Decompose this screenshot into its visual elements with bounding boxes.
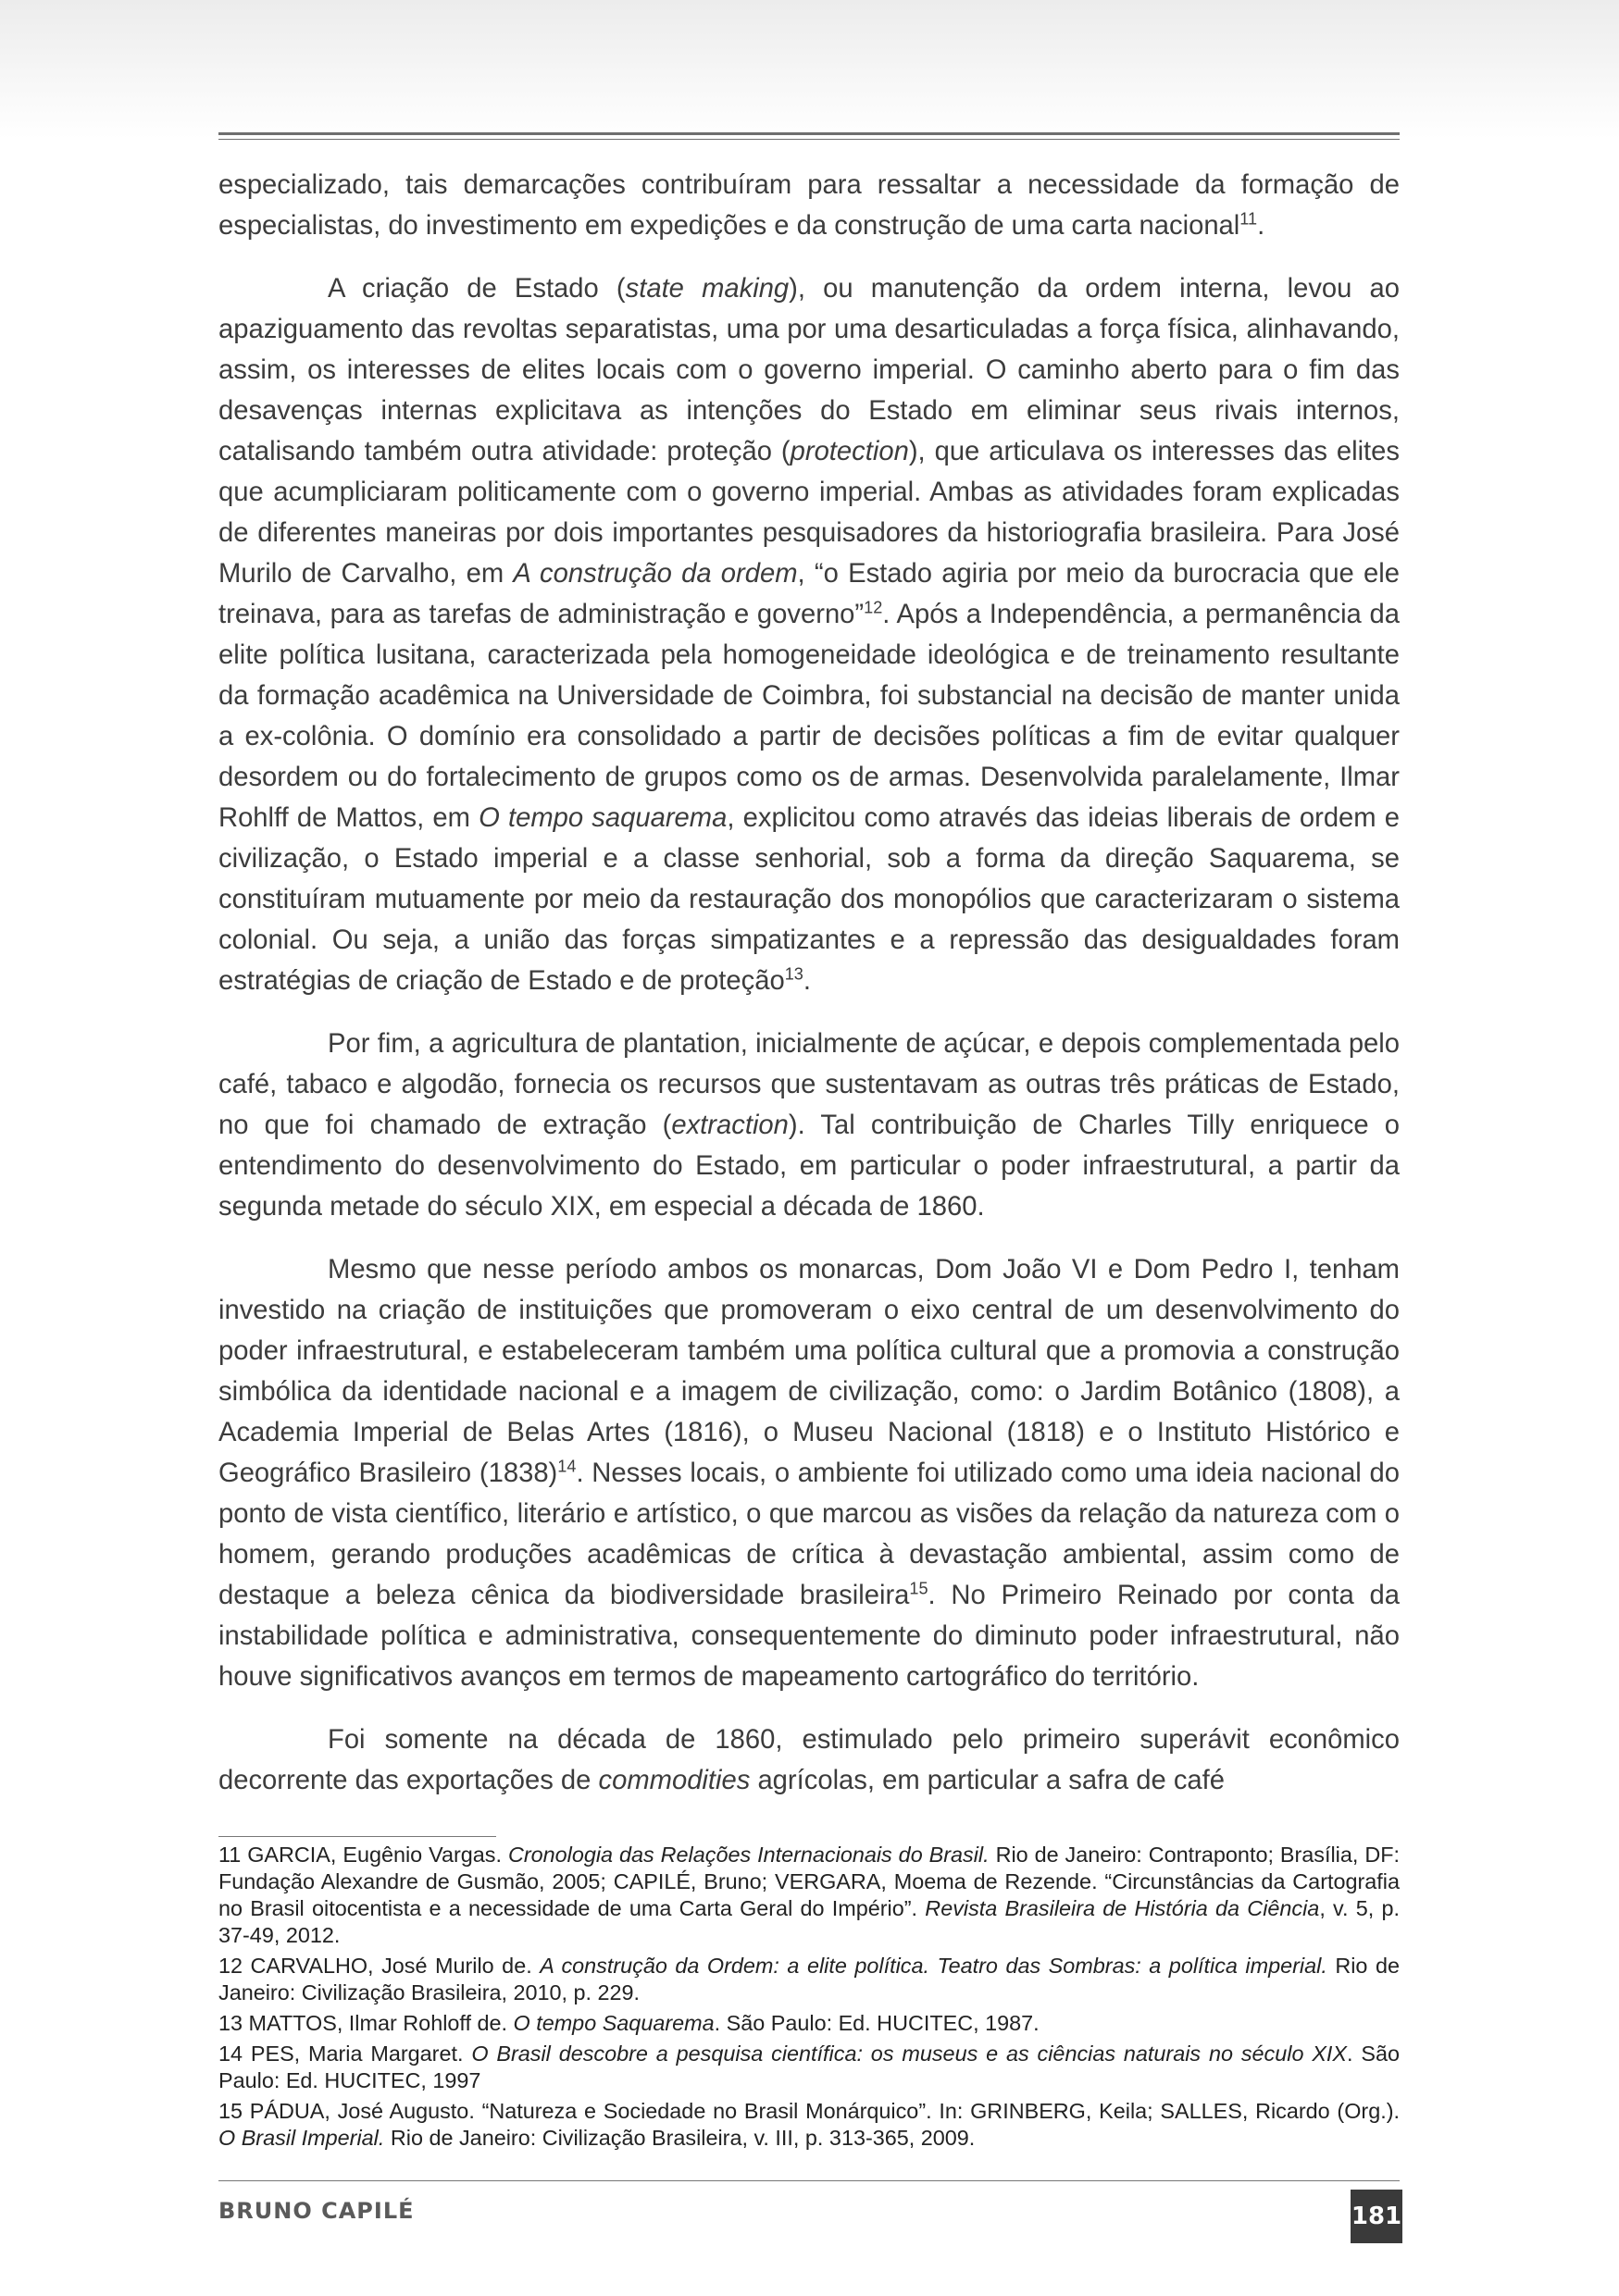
text-run: . Após a Independência, a permanência da elite política lusitana, caracterizada pela homogeneidade ideológica e de treinamento resultante da formação acadêmica na Universidade de Coimbra, foi substancial na decisão de manter unida a ex-colônia. O domínio era consolidado a partir de decisões políticas a fim de evitar qualquer desordem ou do fortalecimento de grupos como os de armas. Desenvolvida paralelamente, Ilmar Rohlff de Mattos, em [218, 600, 1400, 833]
text-run: ), que articulava os interesses das elites que acumpliciaram politicamente com o governo imperial. Ambas as atividades foram explicadas de diferentes maneiras por dois importantes pesquisadores da historiografia brasileira. Para José Murilo de Carvalho, em [218, 437, 1400, 589]
text-run: ). Tal contribuição de Charles Tilly enriquece o entendimento do desenvolvimento do Estado, em particular o poder infraestrutural, a partir da segunda metade do século XIX, em especial a década de 1860. [218, 1111, 1400, 1222]
italic-text: Revista Brasileira de História da Ciência [925, 1896, 1320, 1920]
body-paragraph [218, 1024, 1400, 1227]
page-top-shade [0, 0, 1619, 139]
body-paragraph [218, 268, 1400, 1001]
text-run: Foi somente na década de 1860, estimulado pelo primeiro superávit econômico decorrente das exportações de [218, 1725, 1400, 1795]
text-run: especializado, tais demarcações contribuíram para ressaltar a necessidade da formação de especialistas, do investimento em expedições e da construção de uma carta nacional [218, 170, 1400, 241]
text-run: . No Primeiro Reinado por conta da instabilidade política e administrativa, consequentemente do diminuto poder infraestrutural, não houve significativos avanços em termos de mapeamento cartográfico do território. [218, 1581, 1400, 1692]
text-run: . [803, 966, 811, 996]
text-run: . Nesses locais, o ambiente foi utilizado como uma ideia nacional do ponto de vista científico, literário e artístico, o que marcou as visões da relação da natureza com o homem, gerando produções acadêmicas de crítica à devastação ambiental, assim como de destaque a beleza cênica da biodiversidade brasileira [218, 1458, 1400, 1610]
footnote-reference: 15 [909, 1579, 928, 1598]
italic-text: state making [625, 274, 790, 304]
text-run: . São Paulo: Ed. HUCITEC, 1987. [714, 2011, 1040, 2035]
body-paragraph [218, 1249, 1400, 1697]
text-run: 15 PÁDUA, José Augusto. “Natureza e Sociedade no Brasil Monárquico”. In: GRINBERG, Keila; SALLES, Ricardo (Org.). [218, 2099, 1400, 2123]
footnote-separator [218, 1836, 496, 1837]
text-run: , “o Estado agiria por meio da burocracia que ele treinava, para as tarefas de administração e governo” [218, 559, 1400, 629]
italic-text: extraction [671, 1111, 789, 1140]
italic-text: A construção da Ordem: a elite política. Teatro das Sombras: a política imperial. [540, 1954, 1327, 1978]
footer-rule [218, 2180, 1400, 2181]
footnote-reference: 11 [1239, 209, 1258, 229]
footnote-reference: 13 [784, 964, 803, 984]
text-run: Rio de Janeiro: Civilização Brasileira, 2010, p. 229. [218, 1954, 1400, 2004]
footnotes [218, 1842, 1400, 2155]
footnote [218, 1842, 1400, 1949]
text-run: ), ou manutenção da ordem interna, levou ao apaziguamento das revoltas separatistas, uma por uma desarticuladas a força física, alinhavando, assim, os interesses de elites locais com o governo imperial. O caminho aberto para o fim das desavenças internas explicitava as intenções do Estado em eliminar seus rivais internos, catalisando também outra atividade: proteção ( [218, 274, 1401, 466]
footnote [218, 2041, 1400, 2094]
text-run: Rio de Janeiro: Contraponto; Brasília, DF: Fundação Alexandre de Gusmão, 2005; CAPILÉ, Bruno; VERGARA, Moema de Rezende. “Circunstâncias da Cartografia no Brasil oitocentista e a necessidade de uma Carta Geral do Império”. [218, 1843, 1401, 1920]
italic-text: O tempo saquarema [479, 803, 728, 833]
footnote-reference: 14 [557, 1457, 577, 1476]
text-run: Por fim, a agricultura de plantation, inicialmente de açúcar, e depois complementada pelo café, tabaco e algodão, fornecia os recursos que sustentavam as outras três práticas de Estado, no que foi chamado de extração ( [218, 1029, 1400, 1140]
text-run: Rio de Janeiro: Civilização Brasileira, v. III, p. 313-365, 2009. [384, 2126, 976, 2150]
italic-text: A construção da ordem [513, 559, 798, 589]
italic-text: O tempo Saquarema [513, 2011, 715, 2035]
italic-text: O Brasil descobre a pesquisa científica: os museus e as ciências naturais no século XIX [471, 2042, 1348, 2066]
text-run: agrícolas, em particular a safra de café [750, 1766, 1225, 1795]
text-run: 11 GARCIA, Eugênio Vargas. [218, 1843, 508, 1867]
footnote-reference: 12 [864, 598, 883, 617]
text-run: , v. 5, p. 37-49, 2012. [218, 1896, 1401, 1947]
body-paragraph [218, 1719, 1400, 1801]
text-run: , explicitou como através das ideias liberais de ordem e civilização, o Estado imperial e a classe senhorial, sob a forma da direção Saquarema, se constituíram mutuamente por meio da restauração dos monopólios que caracterizaram o sistema colonial. Ou seja, a união das forças simpatizantes e a repressão das desigualdades foram estratégias de criação de Estado e de proteção [218, 803, 1400, 996]
text-run: . São Paulo: Ed. HUCITEC, 1997 [218, 2042, 1401, 2092]
header-double-rule [218, 132, 1400, 140]
body-paragraph [218, 165, 1400, 246]
running-footer-author: BRUNO CAPILÉ [218, 2198, 415, 2224]
italic-text: commodities [598, 1766, 751, 1795]
text-run: 13 MATTOS, Ilmar Rohloff de. [218, 2011, 514, 2035]
footnote [218, 2010, 1400, 2037]
italic-text: O Brasil Imperial. [218, 2126, 385, 2150]
italic-text: protection [790, 437, 909, 466]
footnote [218, 2098, 1400, 2152]
footnote [218, 1953, 1400, 2006]
text-run: 12 CARVALHO, José Murilo de. [218, 1954, 541, 1978]
text-run: Mesmo que nesse período ambos os monarcas, Dom João VI e Dom Pedro I, tenham investido na criação de instituições que promoveram o eixo central de um desenvolvimento do poder infraestrutural, e estabeleceram também uma política cultural que a promovia a construção simbólica da identidade nacional e a imagem de civilização, como: o Jardim Botânico (1808), a Academia Imperial de Belas Artes (1816), o Museu Nacional (1818) e o Instituto Histórico e Geográfico Brasileiro (1838) [218, 1255, 1400, 1488]
text-run: 14 PES, Maria Margaret. [218, 2042, 472, 2066]
page-number-badge: 181 [1351, 2190, 1402, 2243]
body-text [218, 165, 1400, 1823]
text-run: . [1257, 211, 1265, 241]
text-run: A criação de Estado ( [328, 274, 626, 304]
italic-text: Cronologia das Relações Internacionais do Brasil. [507, 1843, 990, 1867]
